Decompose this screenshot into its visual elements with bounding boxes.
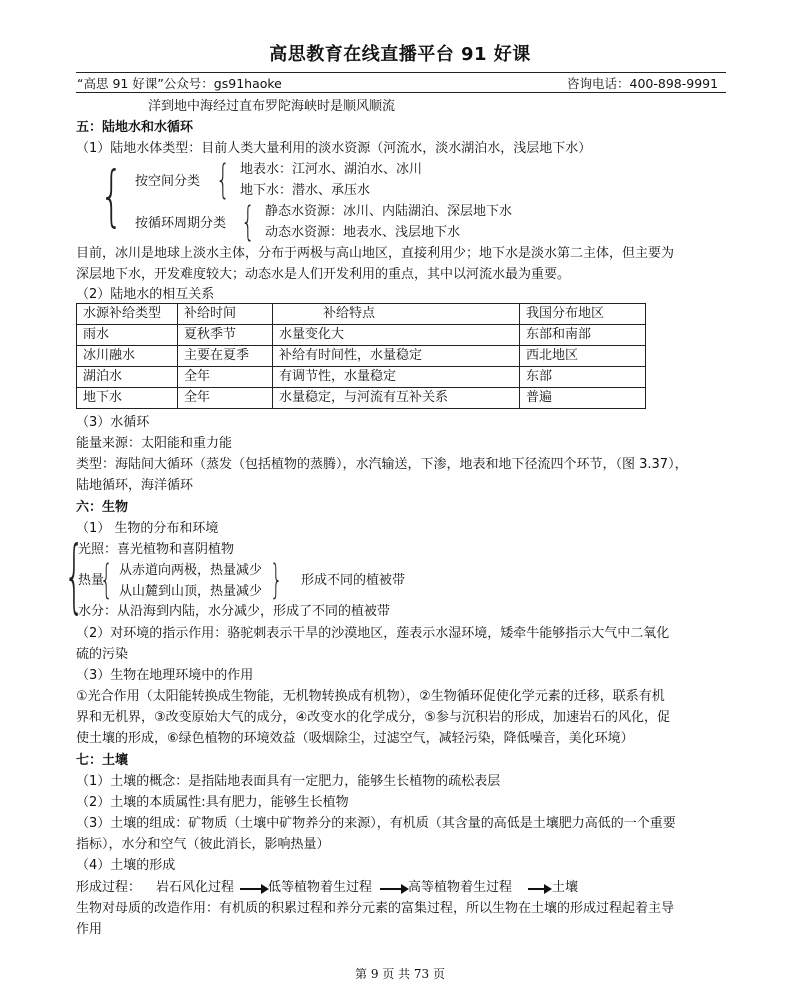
relation-heading: （2）陆地水的相互关系 xyxy=(76,287,215,302)
process-step: 土壤 xyxy=(552,880,579,895)
vegetation-zone-label: 形成不同的植被带 xyxy=(301,573,406,588)
energy-source: 能量来源：太阳能和重力能 xyxy=(76,436,233,451)
paragraph-line: 目前，冰川是地球上淡水主体，分布于两极与高山地区，直接利用少；地下水是淡水第二主体，但主要为 xyxy=(76,246,675,261)
heat-factor: 热量 xyxy=(78,573,105,588)
soil-concept: （1）土壤的概念：是指陆地表面具有一定肥力，能够生长植物的疏松表层 xyxy=(76,774,501,789)
table-cell: 补给有时间性，水量稳定 xyxy=(273,346,520,367)
header-divider-top xyxy=(76,72,726,73)
wechat-account: “高思 91 好课”公众号：gs91haoke xyxy=(77,76,282,91)
page-header-title: 高思教育在线直播平台 91 好课 xyxy=(269,44,531,65)
table-header-cell: 水源补给类型 xyxy=(77,304,178,325)
bio-role-line: 界和无机界，③改变原始大气的成分，④改变水的化学成分，⑤参与沉积岩的形成，加速岩石的风化，促 xyxy=(76,710,670,725)
consult-phone: 咨询电话：400-898-9991 xyxy=(567,76,719,91)
table-row xyxy=(77,388,646,409)
land-water-types: （1）陆地水体类型：目前人类大量利用的淡水资源（河流水，淡水湖泊水，浅层地下水） xyxy=(76,141,592,156)
cycle-types-line: 类型：海陆间大循环（蒸发（包括植物的蒸腾），水汽输送，下渗，地表和地下径流四个环节，（图 3.37）， xyxy=(76,457,688,472)
bio-distribution-heading: （1） 生物的分布和环境 xyxy=(76,521,219,536)
table-row xyxy=(77,346,646,367)
space-class-label: 按空间分类 xyxy=(135,174,201,189)
table-cell: 全年 xyxy=(178,388,273,409)
header-divider-bottom xyxy=(76,92,726,93)
table-cell: 西北地区 xyxy=(520,346,646,367)
ground-water: 地下水：潜水、承压水 xyxy=(240,183,371,198)
bio-role-line: ①光合作用（太阳能转换成生物能，无机物转换成有机物），②生物循环促使化学元素的迁移，联系有机 xyxy=(76,689,665,704)
table-cell: 有调节性，水量稳定 xyxy=(273,367,520,388)
process-label: 形成过程： xyxy=(76,880,142,895)
bio-effect-line: 生物对母质的改造作用：有机质的积累过程和养分元素的富集过程，所以生物在土壤的形成过程起着主导 xyxy=(76,901,675,916)
outer-brace: { xyxy=(100,157,124,234)
soil-property: （2）土壤的本质属性:具有肥力，能够生长植物 xyxy=(76,795,349,810)
table-header-cell: 补给时间 xyxy=(178,304,273,325)
page-number: 第 9 页 共 73 页 xyxy=(355,967,445,981)
table-cell: 地下水 xyxy=(77,388,178,409)
heat-detail: 从山麓到山顶，热量减少 xyxy=(119,584,263,599)
table-header-cell: 我国分布地区 xyxy=(520,304,646,325)
table-cell: 东部和南部 xyxy=(520,325,646,346)
process-step: 低等植物着生过程 xyxy=(268,880,373,895)
table-row xyxy=(77,325,646,346)
section-5-heading: 五：陆地水和水循环 xyxy=(76,120,194,135)
section-6-heading: 六：生物 xyxy=(76,500,129,515)
table-cell: 普遍 xyxy=(520,388,646,409)
table-cell: 湖泊水 xyxy=(77,367,178,388)
cycle-brace: { xyxy=(241,199,255,245)
cycle-class-label: 按循环周期分类 xyxy=(135,216,227,231)
arrow-right-icon xyxy=(240,888,263,890)
table-row xyxy=(77,367,646,388)
arrow-right-icon xyxy=(380,888,403,890)
heat-brace: { xyxy=(100,557,113,603)
soil-composition: （3）土壤的组成：矿物质（土壤中矿物养分的来源），有机质（其含量的高低是土壤肥力高低的一个重要 xyxy=(76,816,676,831)
soil-composition: 指标），水分和空气（彼此消长，影响热量） xyxy=(76,837,330,852)
process-step: 高等植物着生过程 xyxy=(408,880,513,895)
bio-effect-line: 作用 xyxy=(76,922,103,937)
table-cell: 冰川融水 xyxy=(77,346,178,367)
bio-role-heading: （3）生物在地理环境中的作用 xyxy=(76,668,254,683)
water-supply-table xyxy=(76,303,646,409)
table-cell: 全年 xyxy=(178,367,273,388)
table-cell: 主要在夏季 xyxy=(178,346,273,367)
table-cell: 雨水 xyxy=(77,325,178,346)
arrow-right-icon xyxy=(528,888,546,890)
heat-detail: 从赤道向两极，热量减少 xyxy=(119,563,263,578)
surface-water: 地表水：江河水、湖泊水、冰川 xyxy=(240,162,423,177)
soil-formation-heading: （4）土壤的形成 xyxy=(76,858,176,873)
table-cell: 夏秋季节 xyxy=(178,325,273,346)
process-step: 岩石风化过程 xyxy=(156,880,235,895)
space-brace: { xyxy=(216,157,230,203)
table-header-cell: 补给特点 xyxy=(273,304,520,325)
factor-brace: { xyxy=(64,529,85,622)
water-cycle-heading: （3）水循环 xyxy=(76,415,150,430)
continued-line: 洋到地中海经过直布罗陀海峡时是顺风顺流 xyxy=(148,99,396,114)
paragraph-line: 深层地下水，开发难度较大；动态水是人们开发利用的重点，其中以河流水最为重要。 xyxy=(76,267,571,282)
light-factor: 光照：喜光植物和喜阴植物 xyxy=(78,542,235,557)
table-cell: 水量稳定，与河流有互补关系 xyxy=(273,388,520,409)
cycle-types-line: 陆地循环，海洋循环 xyxy=(76,478,194,493)
indicator-line: （2）对环境的指示作用：骆驼刺表示干旱的沙漠地区，莲表示水湿环境，矮牵牛能够指示大气中二氧化 xyxy=(76,626,670,641)
dynamic-water: 动态水资源：地表水、浅层地下水 xyxy=(265,225,461,240)
table-cell: 东部 xyxy=(520,367,646,388)
bio-role-line: 使土壤的形成，⑥绿色植物的环境效益（吸烟除尘，过滤空气，减轻污染，降低噪音，美化环境） xyxy=(76,731,634,746)
heat-close-brace: { xyxy=(269,557,282,603)
water-factor: 水分：从沿海到内陆，水分减少，形成了不同的植被带 xyxy=(78,604,391,619)
indicator-line: 硫的污染 xyxy=(76,647,129,662)
static-water: 静态水资源：冰川、内陆湖泊、深层地下水 xyxy=(265,204,513,219)
section-7-heading: 七：土壤 xyxy=(76,753,129,768)
table-header-row xyxy=(77,304,646,325)
table-cell: 水量变化大 xyxy=(273,325,520,346)
